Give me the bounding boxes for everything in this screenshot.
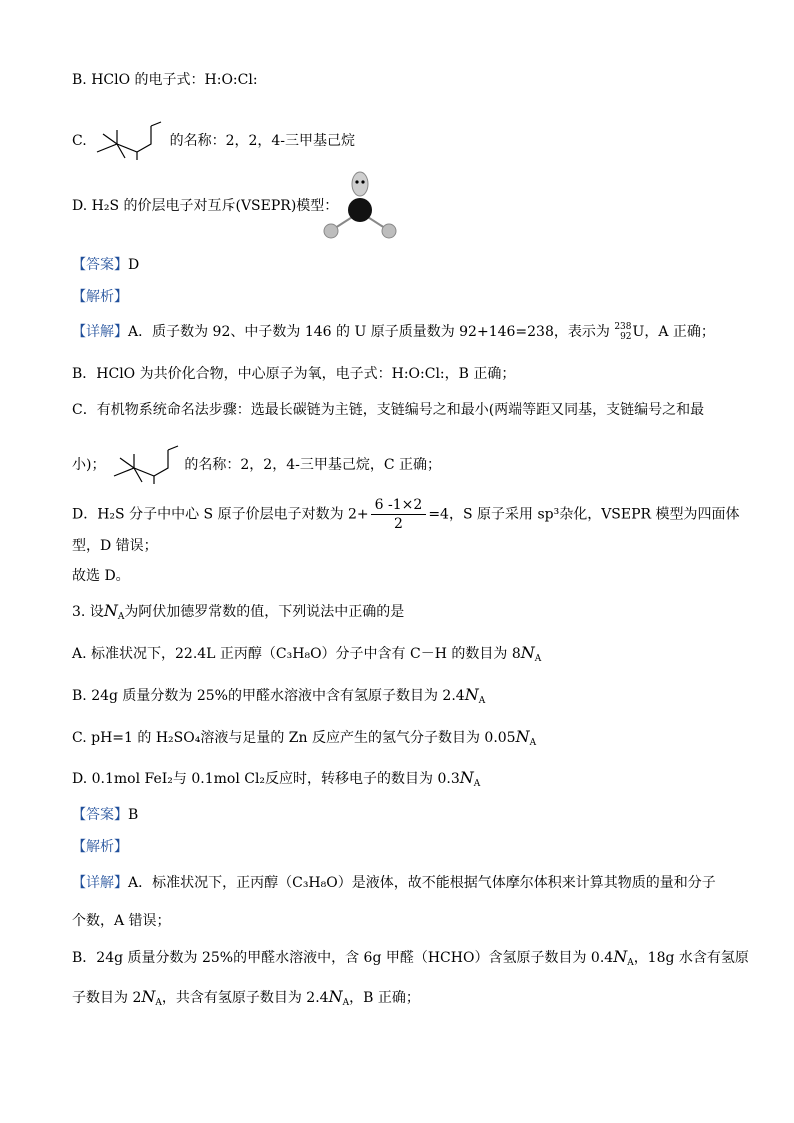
- analysis-1: 【解析】: [72, 289, 128, 305]
- skeletal-formula-icon: [112, 446, 178, 484]
- answer-1: 【答案】D: [72, 257, 140, 273]
- hclo-electron-formula: H:O:Cl:: [204, 72, 258, 88]
- option-c-line: C. 的名称：2，2，4-三甲基己烷: [72, 122, 355, 160]
- option-d-line: D. H₂S 的价层电子对互斥(VSEPR)模型：: [72, 198, 339, 214]
- answer-2: 【答案】B: [72, 807, 139, 823]
- detail-2-b2: 子数目为 $2N_A$，共含有氢原子数目为 $2.4N_A$，B 正确；: [72, 987, 420, 1008]
- detail-1-c1: C．有机物系统命名法步骤：选最长碳链为主链，支链编号之和最小(两端等距又同基，支链编号之和最: [72, 402, 705, 418]
- option-b-line: B. HClO 的电子式：H:O:Cl:: [72, 72, 258, 88]
- detail-1-c2: 小)； 的名称：2，2，4-三甲基己烷，C 正确；: [72, 446, 441, 484]
- question-3: 3. 设$N_A$为阿伏加德罗常数的值，下列说法中正确的是: [72, 601, 405, 622]
- fraction: $\frac{6 -1\times 2}{2}$: [371, 496, 427, 533]
- conclusion: 故选 D。: [72, 568, 130, 584]
- detail-1-b: B．HClO 为共价化合物，中心原子为氧，电子式：H:O:Cl:，B 正确；: [72, 366, 516, 382]
- detail-2-a1: 【详解】A．标准状况下，正丙醇（C₃H₈O）是液体，故不能根据气体摩尔体积来计算其物质的量和分子: [72, 875, 716, 891]
- detail-1-a: 【详解】A．质子数为 92、中子数为 146 的 U 原子质量数为 92+146=238，表示为 238 92 U，A 正确；: [72, 322, 715, 342]
- q3-option-b: B. 24g 质量分数为 25%的甲醛水溶液中含有氢原子数目为 $2.4N_A$: [72, 685, 486, 706]
- vsepr-model-icon: [320, 172, 400, 242]
- detail-2-a2: 个数，A 错误；: [72, 913, 171, 929]
- q3-option-d: D. 0.1mol FeI₂与 0.1mol Cl₂反应时，转移电子的数目为 $0.3N_A$: [72, 768, 481, 789]
- skeletal-formula-icon: [95, 122, 161, 160]
- detail-2-b1: B．24g 质量分数为 25%的甲醛水溶液中，含 6g 甲醛（HCHO）含氢原子数目为 $0.4N_A$，18g 水含有氢原: [72, 947, 749, 968]
- detail-1-d2: 型，D 错误；: [72, 538, 158, 554]
- detail-1-d1: D．H₂S 分子中中心 S 原子价层电子对数为 2+ $\frac{6 -1\times 2}{2}$ =4，S 原子采用 sp³杂化，VSEPR 模型为四面体: [72, 497, 740, 532]
- q3-option-a: A. 标准状况下，22.4L 正丙醇（C₃H₈O）分子中含有 C－H 的数目为 $8N_A$: [72, 643, 542, 664]
- q3-option-c: C. pH=1 的 H₂SO₄溶液与足量的 Zn 反应产生的氢气分子数目为 $0.05N_A$: [72, 727, 537, 748]
- analysis-2: 【解析】: [72, 839, 128, 855]
- isotope-numbers: 238 92: [614, 322, 632, 342]
